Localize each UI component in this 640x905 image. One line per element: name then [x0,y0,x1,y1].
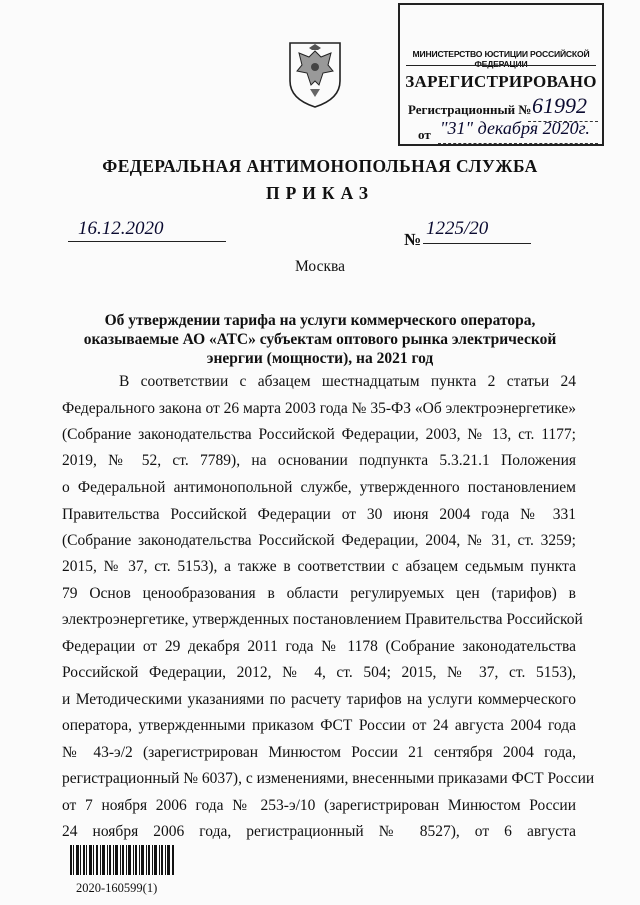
body-line: № 43-э/2 (зарегистрирован Минюстом России 21 сентября 2004 года, [62,744,576,761]
body-line: и Методическими указаниями по расчету тарифов на услуги коммерческого [62,691,576,708]
number-underline [423,243,531,244]
body-line: о Федеральной антимонопольной службе, утвержденного постановлением [62,479,576,496]
body-line: 2019, № 52, ст. 7789), на основании подпункта 5.3.21.1 Положения [62,452,576,469]
stamp-from-label: от [418,127,431,142]
date-underline [68,241,226,242]
body-line: (Собрание законодательства Российской Федерации, 2004, № 31, ст. 3259; [62,532,576,549]
body-line: 79 Основ ценообразования в области регулируемых цен (тарифов) в [62,585,576,602]
city: Москва [295,258,345,275]
body-line: Федерации от 29 декабря 2011 года № 1178 (Собрание законодательства [62,638,576,655]
body-line: регистрационный № 6037), с изменениями, внесенными приказами ФСТ России [62,770,595,787]
body-line: оператора, утвержденными приказом ФСТ России от 24 августа 2004 года [62,717,576,734]
body-line: Правительства Российской Федерации от 30 июня 2004 года № 331 [62,506,576,523]
stamp-ministry: МИНИСТЕРСТВО ЮСТИЦИИ РОССИЙСКОЙ ФЕДЕРАЦИИ [412,49,590,69]
body-line: Федерального закона от 26 марта 2003 года № 35-ФЗ «Об электроэнергетике» [62,400,576,417]
barcode-icon [70,845,174,875]
stamp-divider [406,65,596,66]
stamp-date-line [438,143,598,144]
agency-name: ФЕДЕРАЛЬНАЯ АНТИМОНОПОЛЬНАЯ СЛУЖБА [102,156,538,176]
stamp-registered: ЗАРЕГИСТРИРОВАНО [405,72,597,91]
body-line: В соответствии с абзацем шестнадцатым пункта 2 статьи 24 [119,373,576,390]
coat-of-arms-icon [285,37,345,109]
body-line: 2015, № 37, ст. 5153), а также в соответствии с абзацем седьмым пункта [62,558,576,575]
registration-stamp [398,3,604,146]
order-date: 16.12.2020 [78,218,164,239]
number-sign: № [404,230,422,249]
stamp-number-label: Регистрационный № [408,102,532,117]
document-type: ПРИКАЗ [265,183,375,203]
document-title: Об утверждении тарифа на услуги коммерческого оператора, оказываемые АО «АТС» субъектам оптового рынка электрической энергии (мощности), на 2021 год [83,312,557,367]
stamp-number-value: 61992 [532,93,587,118]
body-line: (Собрание законодательства Российской Федерации, 2003, № 13, ст. 1177; [62,426,576,443]
document-code: 2020-160599(1) [76,881,158,895]
stamp-date-value: "31" декабря 2020г. [440,118,590,138]
body-line: электроэнергетике, утвержденных постановлением Правительства Российской [62,611,583,628]
order-number: 1225/20 [426,218,489,239]
body-line: Российской Федерации, 2012, № 4, ст. 504; 2015, № 37, ст. 5153), [62,664,576,681]
body-line: 24 ноября 2006 года, регистрационный № 8527), от 6 августа [62,823,576,840]
body-line: от 7 ноября 2006 года № 253-э/10 (зарегистрирован Минюстом России [62,797,576,814]
